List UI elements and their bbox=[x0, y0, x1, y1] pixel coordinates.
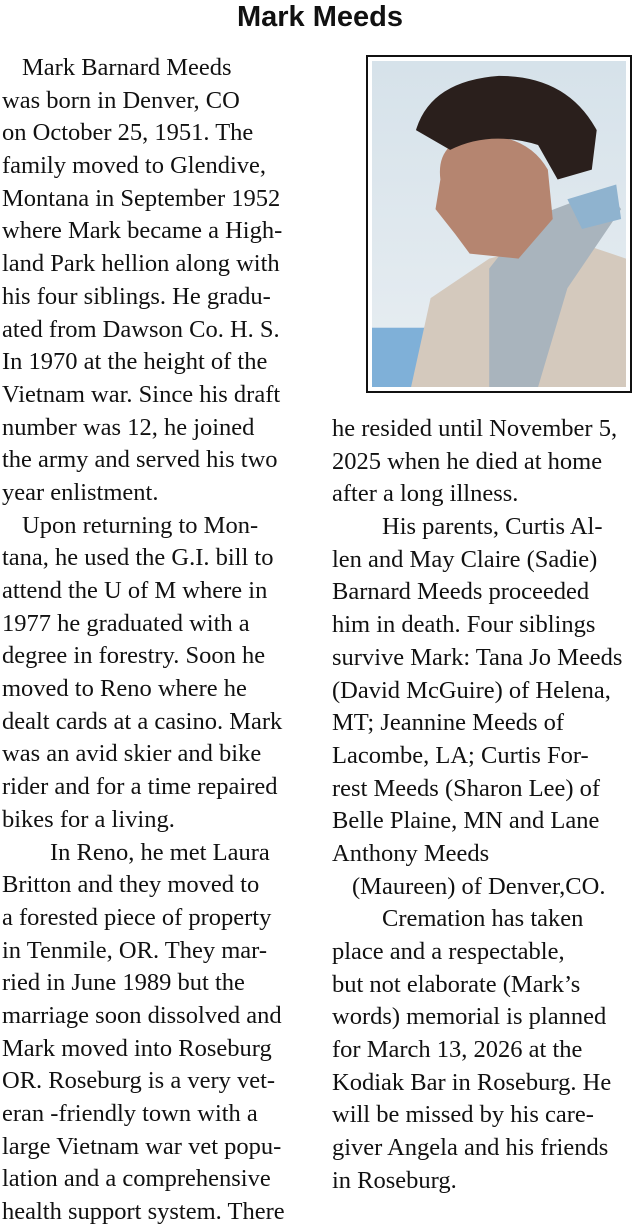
text-line: will be missed by his care- bbox=[332, 1101, 594, 1129]
text-line: Montana in September 1952 bbox=[2, 184, 281, 212]
text-line: Belle Plaine, MN and Lane bbox=[332, 807, 600, 835]
text-line: Lacombe, LA; Curtis For- bbox=[332, 741, 589, 769]
text-line: lation and a comprehensive bbox=[2, 1165, 271, 1193]
text-line: dealt cards at a casino. Mark bbox=[2, 707, 283, 735]
text-line: Anthony Meeds bbox=[332, 839, 490, 867]
text-line: on October 25, 1951. The bbox=[2, 119, 254, 147]
portrait-image bbox=[372, 61, 626, 387]
text-line: a forested piece of property bbox=[2, 903, 272, 931]
text-line: in Tenmile, OR. They mar- bbox=[2, 936, 267, 964]
text-line: health support system. There bbox=[2, 1198, 285, 1226]
text-line: number was 12, he joined bbox=[2, 413, 255, 441]
text-line: Britton and they moved to bbox=[2, 871, 260, 899]
text-line: place and a respectable, bbox=[332, 938, 565, 965]
text-line: giver Angela and his friends bbox=[332, 1134, 609, 1162]
obituary-title: Mark Meeds bbox=[236, 1, 403, 33]
text-line: family moved to Glendive, bbox=[2, 152, 266, 180]
text-line: 1977 he graduated with a bbox=[2, 609, 250, 637]
text-line: Mark moved into Roseburg bbox=[2, 1034, 272, 1062]
text-line: after a long illness. bbox=[332, 480, 519, 508]
text-line: OR. Roseburg is a very vet- bbox=[2, 1067, 276, 1095]
text-line: was born in Denver, CO bbox=[2, 86, 240, 114]
text-line: (David McGuire) of Helena, bbox=[332, 676, 611, 704]
text-line: (Maureen) of Denver,CO. bbox=[352, 872, 606, 900]
text-line: he resided until November 5, bbox=[332, 415, 618, 442]
text-line: land Park hellion along with bbox=[2, 250, 280, 278]
text-line: eran -friendly town with a bbox=[2, 1100, 258, 1127]
text-line: in Roseburg. bbox=[332, 1166, 457, 1194]
text-line: him in death. Four siblings bbox=[332, 611, 596, 639]
text-line: his four siblings. He gradu- bbox=[2, 282, 271, 310]
text-line: tana, he used the G.I. bill to bbox=[2, 544, 274, 572]
text-line: Barnard Meeds proceeded bbox=[332, 578, 590, 606]
text-line: Kodiak Bar in Roseburg. He bbox=[332, 1068, 612, 1096]
text-line: but not elaborate (Mark’s bbox=[332, 970, 581, 998]
text-line: ated from Dawson Co. H. S. bbox=[2, 315, 280, 343]
text-line: words) memorial is planned bbox=[332, 1003, 607, 1031]
text-line: ried in June 1989 but the bbox=[2, 969, 245, 997]
obituary-left-column bbox=[2, 52, 307, 1229]
text-line: large Vietnam war vet popu- bbox=[2, 1132, 282, 1160]
text-line: moved to Reno where he bbox=[2, 675, 247, 703]
text-line: In 1970 at the height of the bbox=[2, 348, 268, 376]
text-line: degree in forestry. Soon he bbox=[2, 642, 266, 670]
text-line: Upon returning to Mon- bbox=[22, 511, 259, 539]
text-line: year enlistment. bbox=[2, 478, 159, 506]
text-line: marriage soon dissolved and bbox=[2, 1001, 282, 1029]
text-line: the army and served his two bbox=[2, 446, 278, 474]
text-line: rest Meeds (Sharon Lee) of bbox=[332, 774, 601, 802]
text-line: attend the U of M where in bbox=[2, 577, 268, 604]
text-line: for March 13, 2026 at the bbox=[332, 1036, 583, 1064]
text-line: len and May Claire (Sadie) bbox=[332, 545, 598, 573]
text-line: Mark Barnard Meeds bbox=[22, 54, 232, 81]
text-line: survive Mark: Tana Jo Meeds bbox=[332, 643, 623, 671]
text-line: Cremation has taken bbox=[382, 905, 584, 933]
text-line: In Reno, he met Laura bbox=[50, 838, 270, 866]
text-line: 2025 when he died at home bbox=[332, 447, 603, 475]
text-line: was an avid skier and bike bbox=[2, 740, 262, 768]
text-line: MT; Jeannine Meeds of bbox=[332, 709, 565, 737]
text-line: bikes for a living. bbox=[2, 805, 175, 833]
portrait-photo bbox=[366, 55, 632, 393]
text-line: where Mark became a High- bbox=[2, 217, 283, 245]
text-line: His parents, Curtis Al- bbox=[382, 513, 603, 541]
obituary-right-column bbox=[332, 413, 640, 1198]
text-line: Vietnam war. Since his draft bbox=[2, 380, 281, 408]
text-line: rider and for a time repaired bbox=[2, 773, 278, 801]
